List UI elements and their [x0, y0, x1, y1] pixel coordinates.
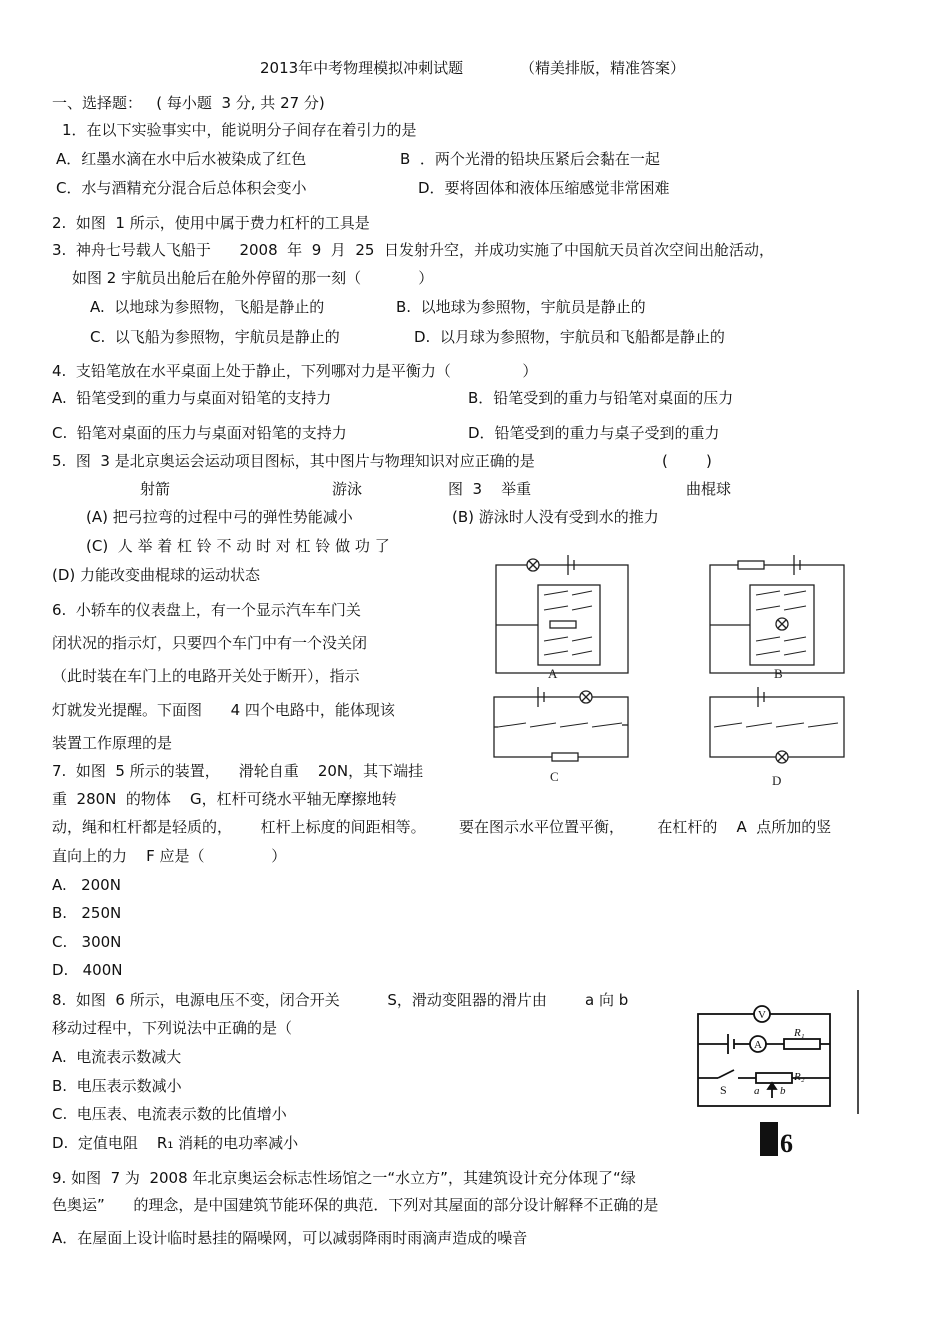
switch-label: S — [720, 1083, 727, 1097]
q4-option-c: C. 铅笔对桌面的压力与桌面对铅笔的支持力 — [52, 424, 347, 442]
q3-line2: 如图 2 宇航员出舱后在舱外停留的那一刻（ ） — [72, 269, 434, 287]
q8-option-b: B. 电压表示数减小 — [52, 1077, 182, 1095]
q1-stem: 1．在以下实验事实中，能说明分子间存在着引力的是 — [62, 121, 417, 139]
q5-label-weightlifting: 图 3 举重 — [448, 480, 532, 498]
r2-label: R₂ — [794, 1071, 805, 1083]
q5-answer-paren: ( ) — [662, 452, 712, 470]
q9-line2: 色奥运” 的理念，是中国建筑节能环保的典范．下列对其屋面的部分设计解释不正确的是 — [52, 1196, 659, 1214]
q5-label-archery: 射箭 — [140, 480, 171, 498]
page-title: 2013年中考物理模拟冲刺试题 — [260, 59, 464, 77]
figure6-caption: 6 — [780, 1129, 793, 1158]
figure6-circuit — [690, 990, 862, 1162]
q4-option-d: D．铅笔受到的重力与桌子受到的重力 — [468, 424, 720, 442]
q4-stem: 4. 支铅笔放在水平桌面上处于静止，下列哪对力是平衡力（ ） — [52, 362, 538, 380]
q5-label-hockey: 曲棍球 — [686, 480, 732, 498]
q2-stem: 2. 如图 1 所示，使用中属于费力杠杆的工具是 — [52, 214, 370, 232]
voltmeter-label: V — [758, 1009, 766, 1021]
q5-option-a: (A) 把弓拉弯的过程中弓的弹性势能减小 — [86, 508, 353, 526]
q5-option-d: (D) 力能改变曲棍球的运动状态 — [52, 566, 261, 584]
q7-option-b: B. 250N — [52, 904, 122, 922]
slider-a-label: a — [754, 1085, 760, 1097]
q4-option-a: A. 铅笔受到的重力与桌面对铅笔的支持力 — [52, 389, 332, 407]
q1-option-c: C．水与酒精充分混合后总体积会变小 — [56, 179, 307, 197]
circuit-a-label: A — [548, 666, 558, 681]
q6-line2: 闭状况的指示灯，只要四个车门中有一个没关闭 — [52, 634, 368, 652]
q8-line2: 移动过程中，下列说法中正确的是（ — [52, 1019, 293, 1037]
q7-line1: 7. 如图 5 所示的装置， 滑轮自重 20N，其下端挂 — [52, 762, 424, 780]
q7-option-c: C. 300N — [52, 933, 122, 951]
q3-option-d: D. 以月球为参照物，宇航员和飞船都是静止的 — [414, 328, 725, 346]
q1-option-d: D．要将固体和液体压缩感觉非常困难 — [418, 179, 670, 197]
circuit-c — [494, 687, 628, 761]
circuit-b-label: B — [774, 666, 783, 681]
q4-option-b: B．铅笔受到的重力与铅笔对桌面的压力 — [468, 389, 734, 407]
q6-line1: 6. 小轿车的仪表盘上，有一个显示汽车车门关 — [52, 601, 361, 619]
q6-line4: 灯就发光提醒。下面图 4 四个电路中，能体现该 — [52, 701, 395, 719]
q1-option-b: B ．两个光滑的铅块压紧后会黏在一起 — [400, 150, 660, 168]
q8-option-d: D. 定值电阻 R₁ 消耗的电功率减小 — [52, 1134, 299, 1152]
q8-line1: 8. 如图 6 所示，电源电压不变，闭合开关 S，滑动变阻器的滑片由 a 向 b — [52, 991, 629, 1009]
circuit-c-label: C — [550, 769, 559, 784]
q5-option-c: (C) 人 举 着 杠 铃 不 动 时 对 杠 铃 做 功 了 — [86, 537, 390, 555]
q7-line3: 动，绳和杠杆都是轻质的， 杠杆上标度的间距相等。 要在图示水平位置平衡， 在杠杆的 A 点所加的竖 — [52, 818, 832, 836]
q3-option-a: A. 以地球为参照物，飞船是静止的 — [90, 298, 325, 316]
q6-line5: 装置工作原理的是 — [52, 734, 173, 752]
q6-line3: （此时装在车门上的电路开关处于断开），指示 — [52, 667, 360, 685]
page-subtitle: （精美排版，精准答案） — [520, 59, 686, 77]
ammeter-label: A — [754, 1039, 762, 1051]
slider-b-label: b — [780, 1085, 786, 1097]
r1-label: R₁ — [794, 1027, 805, 1039]
circuit-b — [710, 555, 844, 673]
figure6-caption-block — [760, 1122, 778, 1156]
q9-line1: 9. 如图 7 为 2008 年北京奥运会标志性场馆之一“水立方”，其建筑设计充分体现了“绿 — [52, 1169, 636, 1187]
section-heading: 一、选择题： ( 每小题 3 分, 共 27 分) — [52, 94, 325, 112]
q8-option-c: C. 电压表、电流表示数的比值增小 — [52, 1105, 287, 1123]
q5-option-b: (B) 游泳时人没有受到水的推力 — [452, 508, 659, 526]
circuit-d — [710, 687, 844, 763]
q7-line2: 重 280N 的物体 G，杠杆可绕水平轴无摩擦地转 — [52, 790, 397, 808]
figure4-circuits — [488, 545, 868, 795]
circuit-a — [496, 555, 628, 673]
q7-line4: 直向上的力 F 应是（ ） — [52, 847, 287, 865]
q3-line1: 3. 神舟七号载人飞船于 2008 年 9 月 25 日发射升空，并成功实施了中国航天员首次空间出舱活动， — [52, 241, 774, 259]
q5-label-swimming: 游泳 — [332, 480, 363, 498]
q8-option-a: A. 电流表示数减大 — [52, 1048, 182, 1066]
q5-stem: 5. 图 3 是北京奥运会运动项目图标，其中图片与物理知识对应正确的是 — [52, 452, 535, 470]
q3-option-c: C. 以飞船为参照物，宇航员是静止的 — [90, 328, 340, 346]
q1-option-a: A．红墨水滴在水中后水被染成了红色 — [56, 150, 307, 168]
q3-option-b: B. 以地球为参照物，宇航员是静止的 — [396, 298, 646, 316]
circuit-d-label: D — [772, 773, 782, 788]
q9-option-a: A．在屋面上设计临时悬挂的隔噪网，可以减弱降雨时雨滴声造成的噪音 — [52, 1229, 528, 1247]
q7-option-a: A. 200N — [52, 876, 121, 894]
q7-option-d: D. 400N — [52, 961, 123, 979]
